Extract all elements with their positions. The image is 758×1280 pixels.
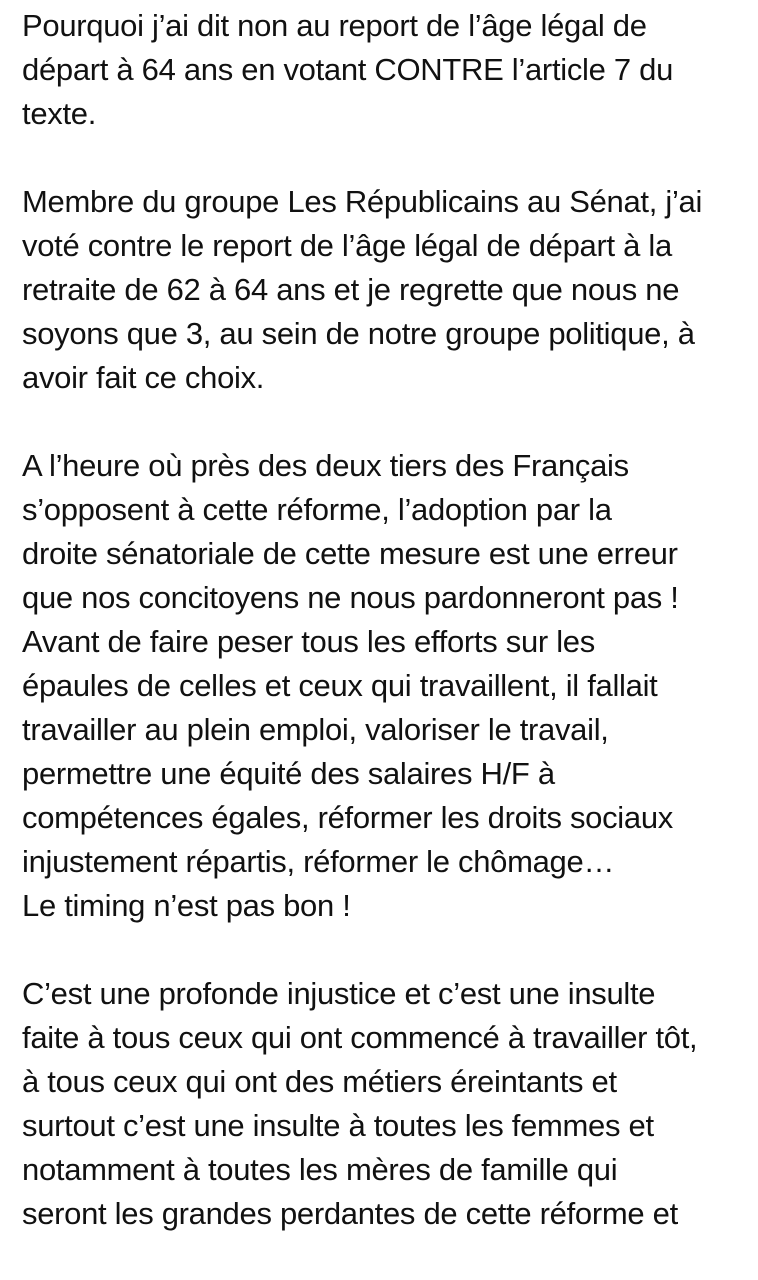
- text-line: départ à 64 ans en votant CONTRE l’article 7 du: [22, 52, 674, 87]
- text-line: compétences égales, réformer les droits sociaux: [22, 800, 673, 835]
- text-line: épaules de celles et ceux qui travaillent, il fallait: [22, 668, 658, 703]
- text-line: à tous ceux qui ont des métiers éreintants et: [22, 1064, 617, 1099]
- paragraph-opposition: [22, 444, 758, 928]
- text-line: Le timing n’est pas bon !: [22, 888, 351, 923]
- text-line: Avant de faire peser tous les efforts sur les: [22, 624, 595, 659]
- text-line: C’est une profonde injustice et c’est une insulte: [22, 976, 656, 1011]
- text-line: injustement répartis, réformer le chômage…: [22, 844, 615, 879]
- text-line: voté contre le report de l’âge légal de départ à la: [22, 228, 672, 263]
- text-line: faite à tous ceux qui ont commencé à travailler tôt,: [22, 1020, 698, 1055]
- text-line: permettre une équité des salaires H/F à: [22, 756, 555, 791]
- text-line: soyons que 3, au sein de notre groupe politique, à: [22, 316, 695, 351]
- paragraph-injustice: [22, 972, 758, 1236]
- text-line: que nos concitoyens ne nous pardonneront pas !: [22, 580, 679, 615]
- text-line: A l’heure où près des deux tiers des Français: [22, 448, 629, 483]
- paragraph-title: [22, 4, 758, 136]
- text-line: travailler au plein emploi, valoriser le travail,: [22, 712, 609, 747]
- text-line: droite sénatoriale de cette mesure est une erreur: [22, 536, 678, 571]
- text-line: avoir fait ce choix.: [22, 360, 265, 395]
- paragraph-vote: [22, 180, 758, 400]
- note-body: [22, 4, 758, 1280]
- text-line: notamment à toutes les mères de famille qui: [22, 1152, 618, 1187]
- text-line: retraite de 62 à 64 ans et je regrette que nous ne: [22, 272, 680, 307]
- text-line: surtout c’est une insulte à toutes les femmes et: [22, 1108, 654, 1143]
- text-line: Membre du groupe Les Républicains au Sénat, j’ai: [22, 184, 703, 219]
- text-line: seront les grandes perdantes de cette réforme et: [22, 1196, 678, 1231]
- text-line: s’opposent à cette réforme, l’adoption par la: [22, 492, 612, 527]
- text-line: Pourquoi j’ai dit non au report de l’âge légal de: [22, 8, 647, 43]
- text-line: texte.: [22, 96, 97, 131]
